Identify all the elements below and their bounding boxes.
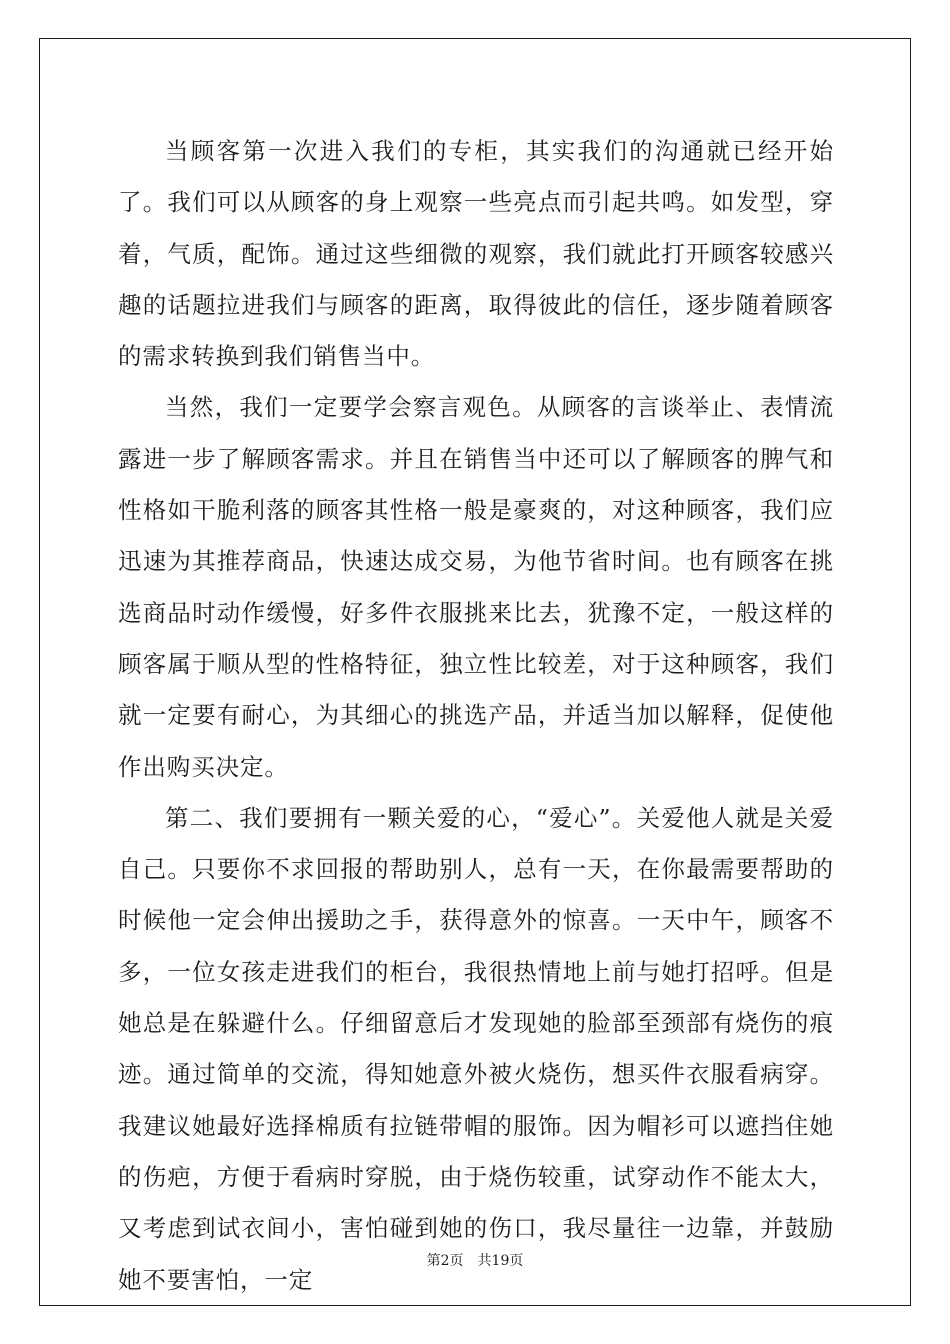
document-body — [118, 126, 834, 1306]
paragraph-1: 当顾客第一次进入我们的专柜，其实我们的沟通就已经开始了。我们可以从顾客的身上观察一些亮点而引起共鸣。如发型，穿着，气质，配饰。通过这些细微的观察，我们就此打开顾客较感兴趣的话题拉进我们与顾客的距离，取得彼此的信任，逐步随着顾客的需求转换到我们销售当中。 — [118, 137, 834, 371]
paragraph-2: 当然，我们一定要学会察言观色。从顾客的言谈举止、表情流露进一步了解顾客需求。并且在销售当中还可以了解顾客的脾气和性格如干脆利落的顾客其性格一般是豪爽的，对这种顾客，我们应迅速为其推荐商品，快速达成交易，为他节省时间。也有顾客在挑选商品时动作缓慢，好多件衣服挑来比去，犹豫不定，一般这样的顾客属于顺从型的性格特征，独立性比较差，对于这种顾客，我们就一定要有耐心，为其细心的挑选产品，并适当加以解释，促使他作出购买决定。 — [118, 393, 834, 781]
paragraph-3: 第二、我们要拥有一颗关爱的心，“爱心”。关爱他人就是关爱自己。只要你不求回报的帮助别人，总有一天，在你最需要帮助的时候他一定会伸出援助之手，获得意外的惊喜。一天中午，顾客不多，一位女孩走进我们的柜台，我很热情地上前与她打招呼。但是她总是在躲避什么。仔细留意后才发现她的脸部至颈部有烧伤的痕迹。通过简单的交流，得知她意外被火烧伤，想买件衣服看病穿。我建议她最好选择棉质有拉链带帽的服饰。因为帽衫可以遮挡住她的伤疤，方便于看病时穿脱，由于烧伤较重，试穿动作不能太大，又考虑到试衣间小，害怕碰到她的伤口，我尽量往一边靠，并鼓励她不要害怕，一定 — [118, 803, 834, 1294]
page-number-footer: 第2页 共19页 — [426, 1253, 524, 1269]
